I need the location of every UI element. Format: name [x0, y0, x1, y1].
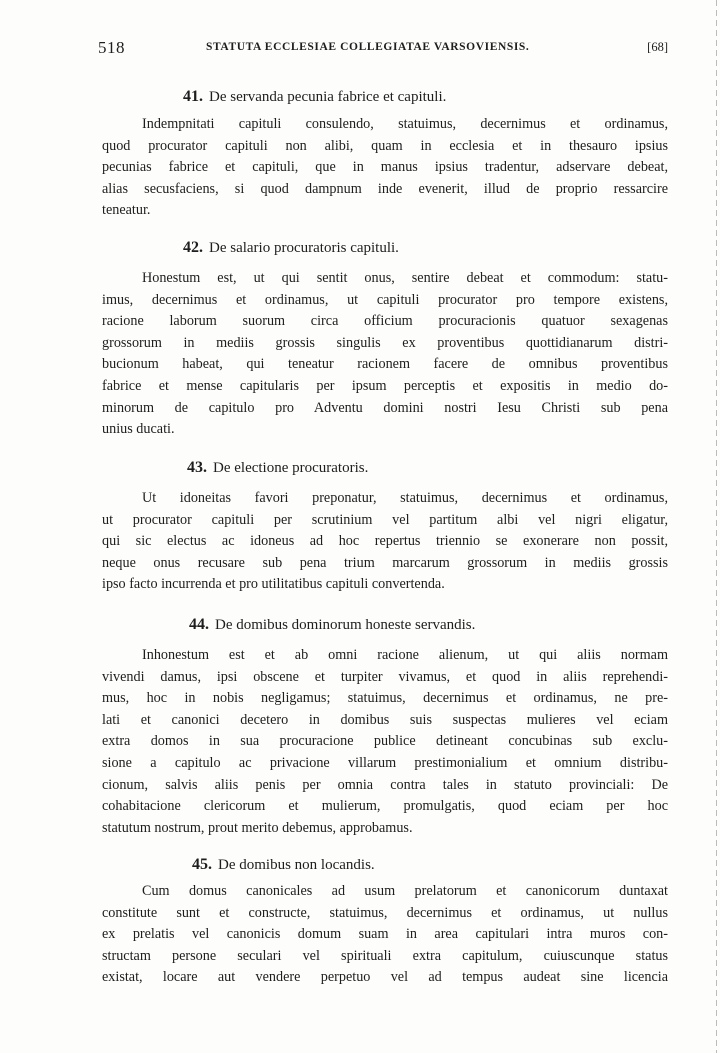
- text-line: ut procurator capituli per scrutinium vel partitum albi vel nigri eligatur,: [102, 511, 668, 528]
- text-line: qui sic electus ac idoneus ad hoc repertus triennio se exonerare non possit,: [102, 533, 668, 550]
- text-line: unius ducati.: [102, 421, 175, 438]
- section-title: De servanda pecunia fabrice et capituli.: [209, 89, 447, 105]
- section-text-43: [102, 488, 668, 596]
- section-number: 45.: [192, 856, 212, 873]
- text-line: cohabitacione clericorum et mulierum, promulgatis, quod eciam per hoc: [102, 798, 668, 815]
- section-heading-41: [183, 88, 446, 106]
- section-title: De salario procuratoris capituli.: [209, 240, 399, 256]
- section-text-45: [102, 881, 668, 989]
- text-line: lati et canonici decetero in domibus suis suspectas mulieres vel eciam: [102, 711, 668, 728]
- text-line: teneatur.: [102, 202, 151, 219]
- text-line: statutum nostrum, prout merito debemus, approbamus.: [102, 819, 413, 836]
- text-line: mus, hoc in nobis negligamus; statuimus, decernimus et ordinamus, ne pre-: [102, 690, 668, 707]
- text-line: structam persone seculari vel spirituali extra capitulum, cuiuscunque status: [102, 947, 668, 964]
- section-title: De electione procuratoris.: [213, 460, 369, 476]
- text-line: alias secusfaciens, si quod dampnum inde evenerit, illud de proprio ressarcire: [102, 180, 668, 197]
- section-text-41: [102, 114, 668, 222]
- section-title: De domibus dominorum honeste servandis.: [215, 617, 476, 633]
- text-line: neque onus recusare sub pena trium marcarum grossorum in mediis grossis: [102, 554, 668, 571]
- page-number: 518: [98, 38, 125, 57]
- text-line: Inhonestum est et ab omni racione alienum, ut qui aliis normam: [142, 647, 668, 663]
- section-text-42: [102, 268, 668, 441]
- page-edge-rule: [716, 0, 717, 1053]
- section-heading-45: [192, 856, 375, 874]
- text-line: constitute sunt et constructe, statuimus, decernimus et ordinamus, ut nullus: [102, 904, 668, 921]
- text-line: ipso facto incurrenda et pro utilitatibus capituli convertenda.: [102, 576, 445, 593]
- text-line: pecunias fabrice et capituli, que in manus ipsius tradentur, adservare debeat,: [102, 159, 668, 176]
- section-heading-42: [183, 239, 399, 257]
- text-line: Indempnitati capituli consulendo, statuimus, decernimus et ordinamus,: [142, 116, 668, 132]
- section-number: 43.: [187, 459, 207, 476]
- section-number: 44.: [189, 616, 209, 633]
- text-line: vivendi damus, ipsi obscene et turpiter vivamus, et quod in aliis reprehendi-: [102, 668, 668, 685]
- text-line: quod procurator capituli non alibi, quam in ecclesia et in thesauro ipsius: [102, 137, 668, 154]
- text-line: Ut idoneitas favori preponatur, statuimus, decernimus et ordinamus,: [142, 490, 668, 506]
- text-line: existat, locare aut vendere perpetuo vel ad tempus audeat sine licencia: [102, 969, 668, 986]
- text-line: cionum, salvis aliis penis per omnia contra tales in statuto provinciali: De: [102, 776, 668, 793]
- text-line: bucionum habeat, qui teneatur racionem facere de omnibus proventibus: [102, 356, 668, 373]
- text-line: minorum de capitulo pro Adventu domini nostri Iesu Christi sub pena: [102, 399, 668, 416]
- text-line: grossorum in mediis grossis singulis ex proventibus quottidianarum distri-: [102, 334, 668, 351]
- section-number: 41.: [183, 88, 203, 105]
- text-line: fabrice et mense capitularis per ipsum perceptis et expositis in medio do-: [102, 377, 668, 394]
- text-line: extra domos in sua procuracione publice detineant concubinas sub exclu-: [102, 733, 668, 750]
- section-text-44: [102, 645, 668, 839]
- section-number: 42.: [183, 239, 203, 256]
- text-line: racione laborum suorum circa officium procuracionis quatuor sexagenas: [102, 313, 668, 330]
- folio-number: [68]: [647, 40, 668, 54]
- text-line: sione a capitulo ac privacione villarum prestimonialium et omnium distribu-: [102, 754, 668, 771]
- running-header: [98, 38, 668, 60]
- section-title: De domibus non locandis.: [218, 857, 375, 873]
- text-line: ex prelatis vel canonicis domum suam in area capitulari intra muros con-: [102, 926, 668, 943]
- text-line: Honestum est, ut qui sentit onus, sentire debeat et commodum: statu-: [142, 270, 668, 286]
- running-title: STATUTA ECCLESIAE COLLEGIATAE VARSOVIENSIS.: [206, 41, 530, 53]
- text-line: imus, decernimus et ordinamus, ut capituli procurator pro tempore existens,: [102, 291, 668, 308]
- text-line: Cum domus canonicales ad usum prelatorum et canonicorum duntaxat: [142, 883, 668, 899]
- section-heading-43: [187, 459, 368, 477]
- section-heading-44: [189, 616, 475, 634]
